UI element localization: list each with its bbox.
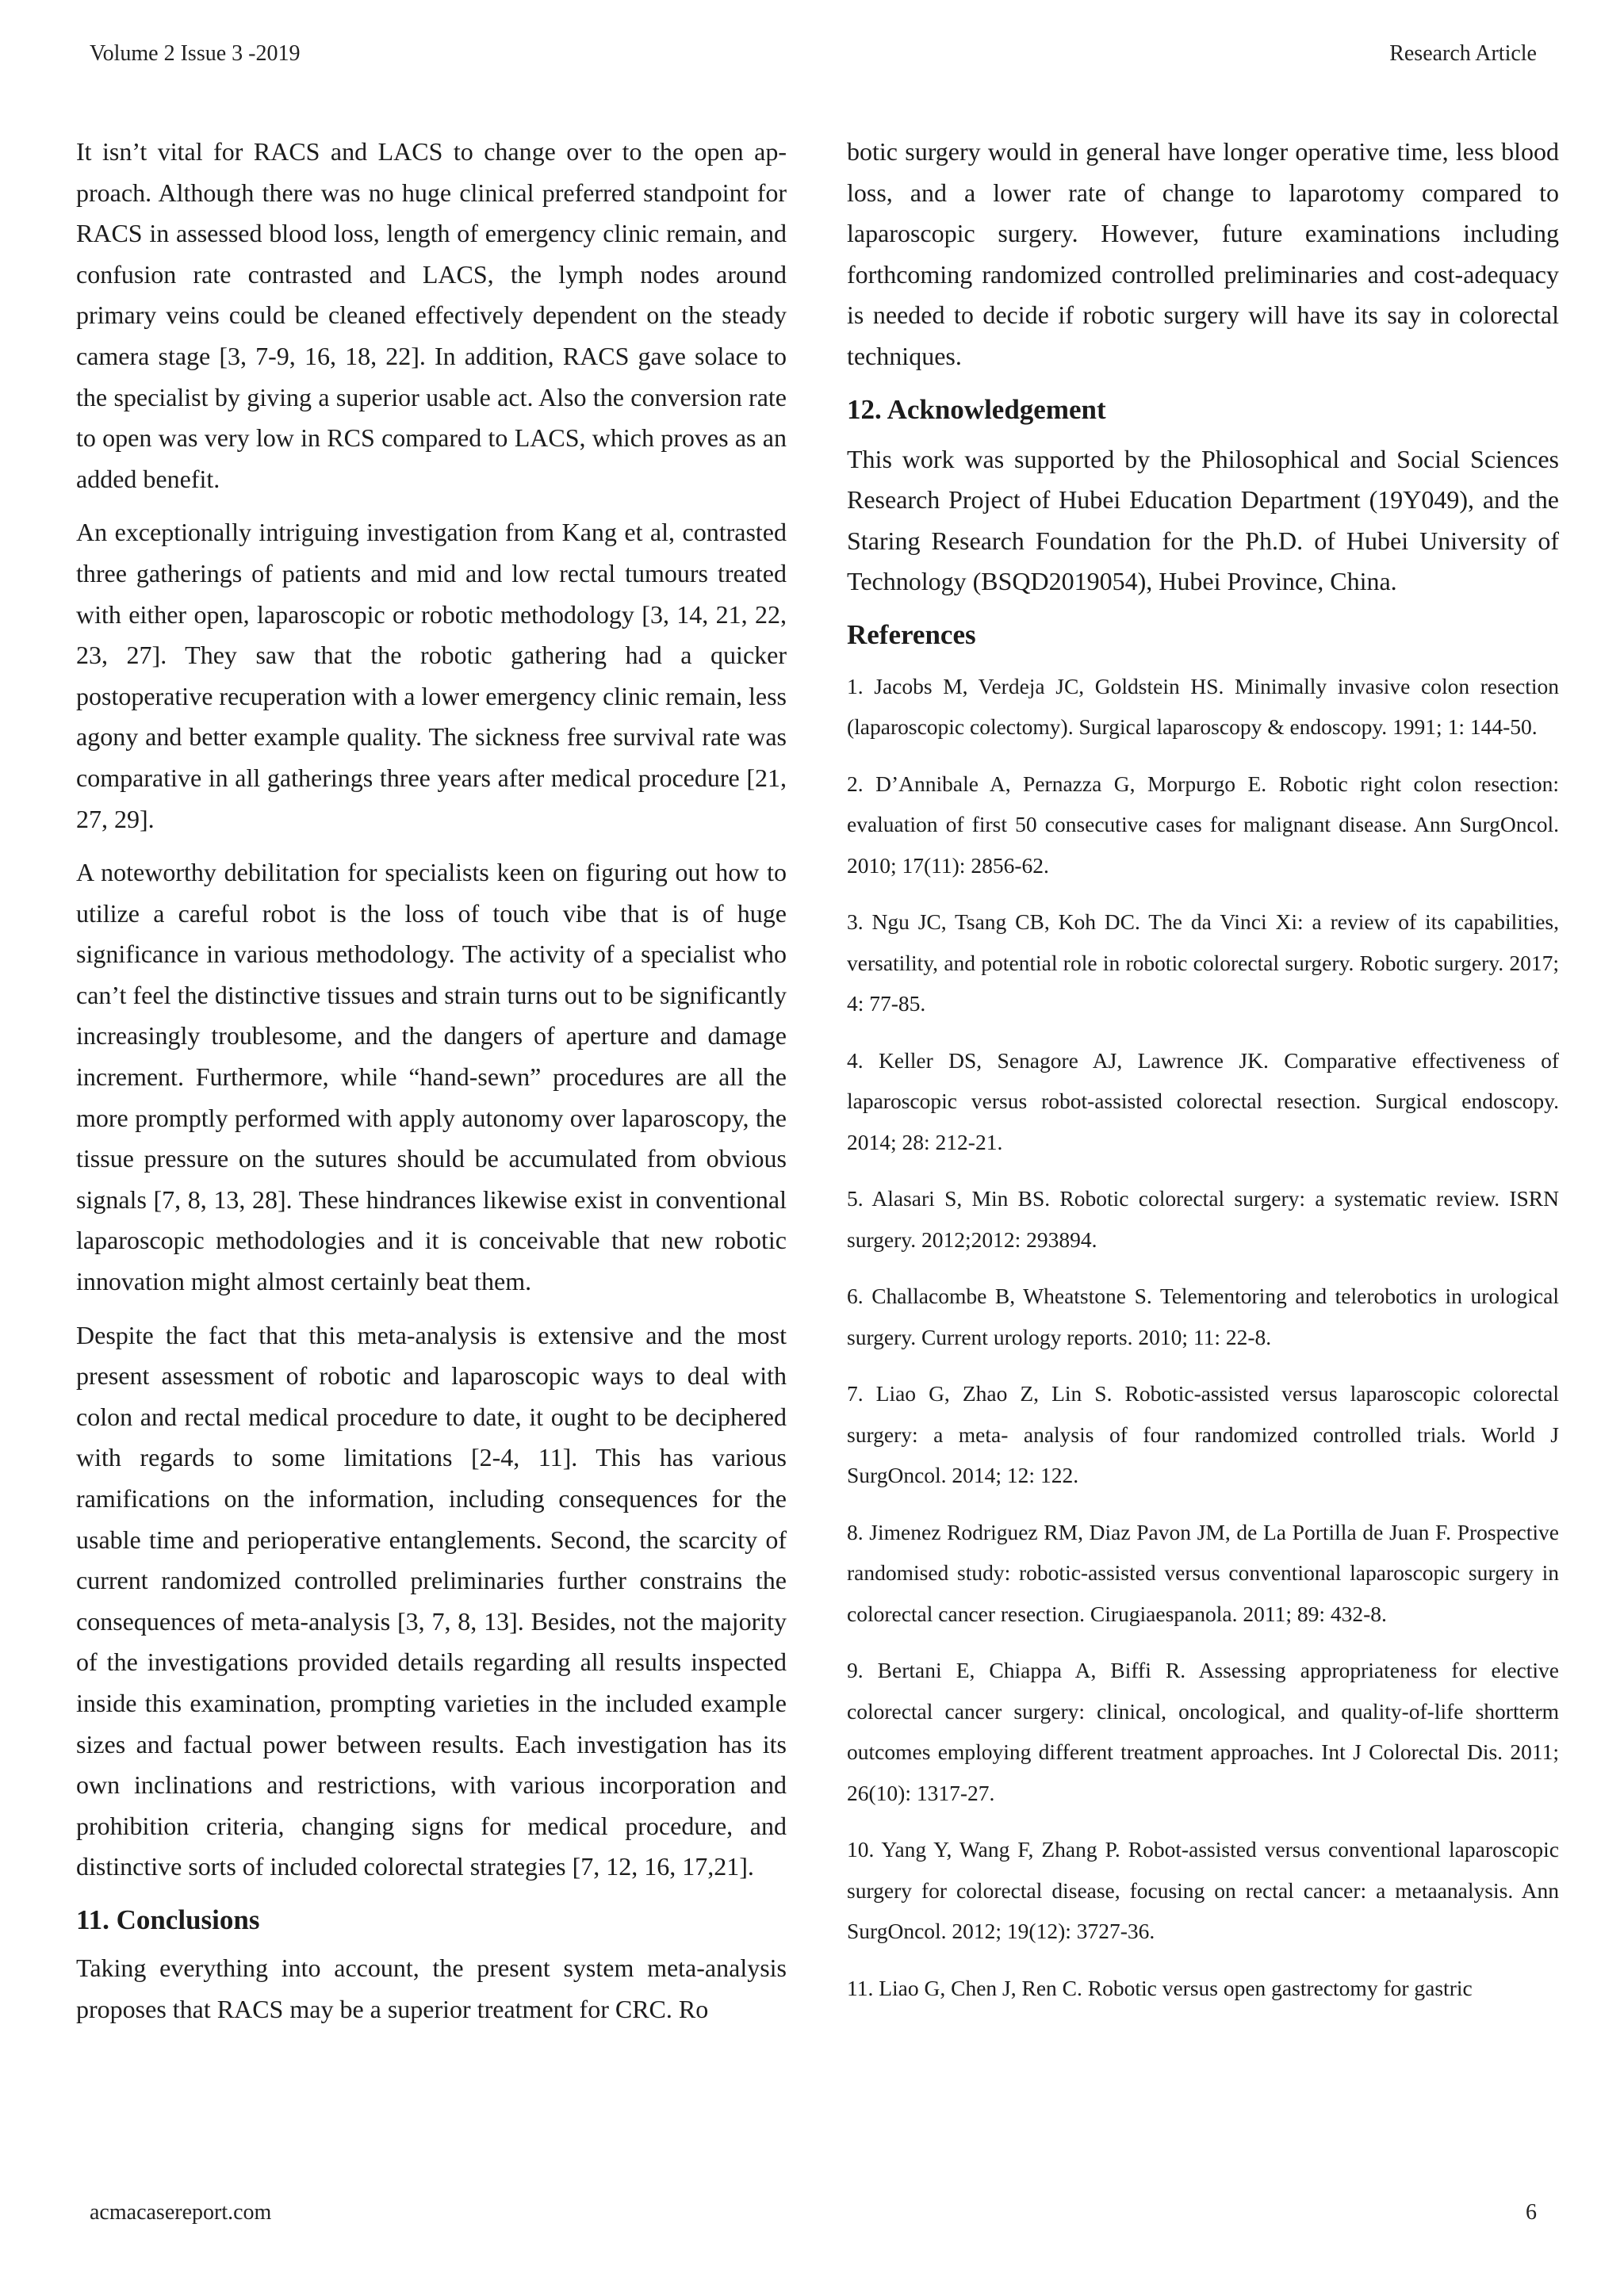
- reference-item: 6. Challacombe B, Wheatstone S. Telementoring and telerobotics in urological surgery. Current urology reports. 2010; 11: 22-8.: [847, 1284, 1559, 1349]
- right-column: [847, 132, 1559, 2024]
- references-heading: References: [847, 618, 976, 650]
- journal-volume-issue: Volume 2 Issue 3 -2019: [90, 41, 301, 66]
- acknowledgement-paragraph: This work was supported by the Philosophical and Social Sciences Research Project of Hubei Education Department (19Y049), and the Staring Research Foundation for the Ph.D. of Hubei University of Technology (BSQD2019054), Hubei Province, China.: [847, 444, 1559, 596]
- body-paragraph: Despite the fact that this meta-analysis is extensive and the most present assessment of robotic and laparoscopic ways to deal with colon and rectal medical procedure to date, it ought to be deciphered with regards to some limitations [2-4, 11]. This has various ramifications on the information, including consequences for the usable time and perioperative entanglements. Second, the scarcity of current randomized controlled preliminaries further constrains the consequences of meta-analysis [3, 7, 8, 13]. Besides, not the majority of the investigations provided details regarding all results inspected inside this examination, prompting varieties in the included example sizes and factual power between results. Each investigation has its own inclinations and restrictions, with various incorporation and prohibition criteria, changing signs for medical procedure, and distinctive sorts of included colorectal strategies [7, 12, 16, 17,21].: [76, 1320, 787, 1881]
- reference-item: 8. Jimenez Rodriguez RM, Diaz Pavon JM, de La Portilla de Juan F. Prospective randomised study: robotic-assisted versus conventional laparoscopic surgery in colorectal cancer resection. Cirugiaespanola. 2011; 89: 432-8.: [847, 1519, 1559, 1626]
- reference-item: 9. Bertani E, Chiappa A, Biffi R. Assessing appropriateness for elective colorectal cancer surgery: clinical, oncological, and quality-of-life shortterm outcomes employing different treatment approaches. Int J Colorectal Dis. 2011; 26(10): 1317-27.: [847, 1658, 1559, 1805]
- reference-item: 1. Jacobs M, Verdeja JC, Goldstein HS. Minimally invasive colon resection (laparoscopic colectomy). Surgical laparoscopy & endoscopy. 1991; 1: 144-50.: [847, 673, 1559, 740]
- acknowledgement-heading: 12. Acknowledgement: [847, 393, 1106, 425]
- reference-item: 5. Alasari S, Min BS. Robotic colorectal surgery: a systematic review. ISRN surgery. 2012;2012: 293894.: [847, 1186, 1559, 1252]
- footer-website: acmacasereport.com: [90, 2200, 272, 2225]
- reference-item: 7. Liao G, Zhao Z, Lin S. Robotic-assisted versus laparoscopic colorectal surgery: a meta- analysis of four randomized controlled trials. World J SurgOncol. 2014; 12: 122.: [847, 1381, 1559, 1488]
- left-column: [76, 132, 787, 2042]
- body-paragraph: It isn’t vital for RACS and LACS to change over to the open approach. Although there was no huge clinical preferred standpoint for RACS in assessed blood loss, length of emergency clinic remain, and confusion rate contrasted and LACS, the lymph nodes around primary veins could be cleaned effectively dependent on the steady camera stage [3, 7-9, 16, 18, 22]. In addition, RACS gave solace to the specialist by giving a superior usable act. Also the conversion rate to open was very low in RCS compared to LACS, which proves as an added benefit.: [76, 137, 787, 493]
- body-paragraph: An exceptionally intriguing investigation from Kang et al, contrasted three gatherings of patients and mid and low rectal tumours treated with either open, laparoscopic or robotic methodology [3, 14, 21, 22, 23, 27]. They saw that the robotic gathering had a quicker postoperative recuperation with a lower emergency clinic remain, less agony and better example quality. The sickness free survival rate was comparative in all gatherings three years after medical procedure [21, 27, 29].: [76, 518, 787, 833]
- conclusions-paragraph-continued: botic surgery would in general have longer operative time, less blood loss, and a lower rate of change to laparotomy compared to laparoscopic surgery. However, future examinations including forthcoming randomized controlled preliminaries and cost-adequacy is needed to decide if robotic surgery will have its say in colorectal techniques.: [847, 137, 1559, 370]
- reference-item: 4. Keller DS, Senagore AJ, Lawrence JK. Comparative effectiveness of laparoscopic versus robot-assisted colorectal resection. Surgical endoscopy. 2014; 28: 212-21.: [847, 1047, 1559, 1154]
- reference-item: 3. Ngu JC, Tsang CB, Koh DC. The da Vinci Xi: a review of its capabilities, versatility, and potential role in robotic colorectal surgery. Robotic surgery. 2017; 4: 77-85.: [847, 909, 1559, 1016]
- page-number: 6: [1526, 2200, 1537, 2225]
- reference-item: 11. Liao G, Chen J, Ren C. Robotic versus open gastrectomy for gastric: [847, 1975, 1473, 2000]
- article-type-label: Research Article: [1389, 41, 1537, 66]
- body-paragraph: A noteworthy debilitation for specialists keen on figuring out how to utilize a careful robot is the loss of touch vibe that is of huge significance in various methodology. The activity of a specialist who can’t feel the distinctive tissues and strain turns out to be significantly increasingly troublesome, and the dangers of aperture and damage increment. Furthermore, while “hand-sewn” procedures are all the more promptly performed with apply autonomy over laparoscopy, the tissue pressure on the sutures should be accumulated from obvious signals [7, 8, 13, 28]. These hindrances likewise exist in conventional laparoscopic methodologies and it is conceivable that new robotic innovation might almost certainly beat them.: [76, 858, 787, 1296]
- conclusions-paragraph: Taking everything into account, the present system meta-analysis proposes that RACS may be a superior treatment for CRC. Ro: [76, 1953, 787, 2023]
- reference-item: 2. D’Annibale A, Pernazza G, Morpurgo E. Robotic right colon resection: evaluation of first 50 consecutive cases for malignant disease. Ann SurgOncol. 2010; 17(11): 2856-62.: [847, 771, 1559, 878]
- conclusions-heading: 11. Conclusions: [76, 1904, 260, 1935]
- reference-list: [847, 666, 1559, 2009]
- reference-item: 10. Yang Y, Wang F, Zhang P. Robot-assisted versus conventional laparoscopic surgery for colorectal disease, focusing on rectal cancer: a metaanalysis. Ann SurgOncol. 2012; 19(12): 3727-36.: [847, 1837, 1559, 1944]
